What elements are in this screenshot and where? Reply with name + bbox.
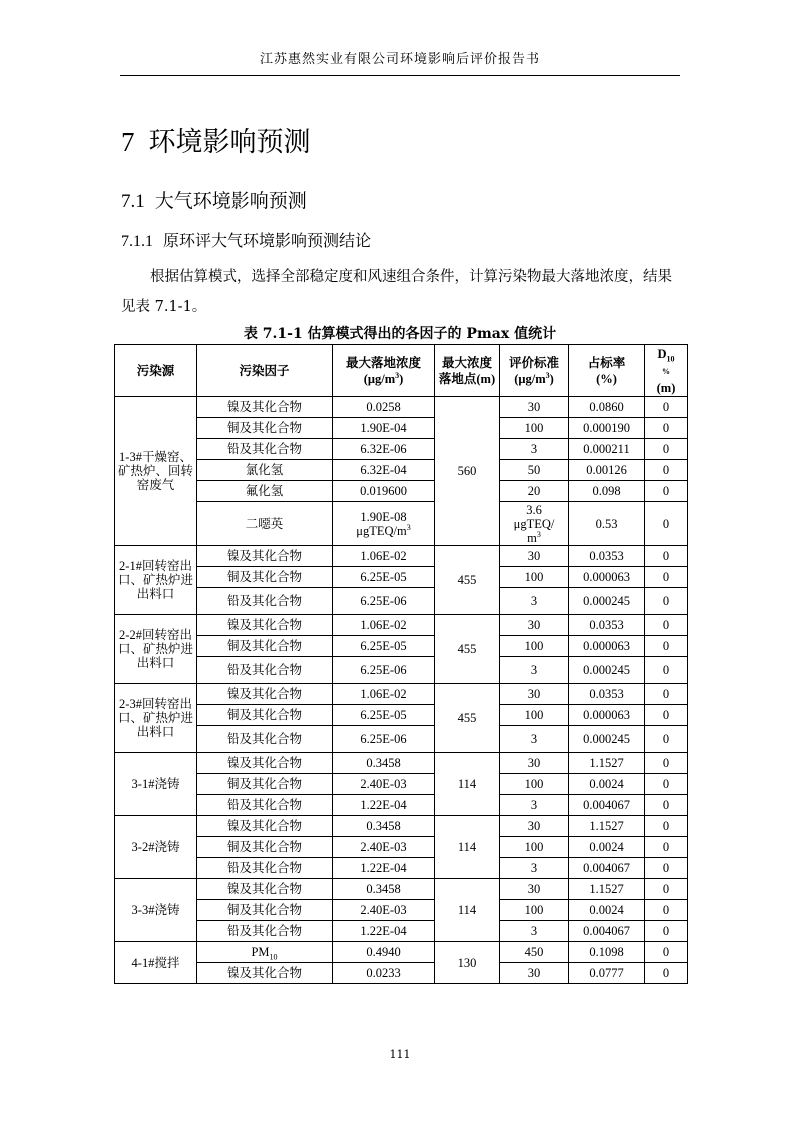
standard-cell: 100 — [500, 837, 569, 858]
ratio-cell: 0.000245 — [569, 726, 645, 753]
factor-cell: 铜及其化合物 — [197, 567, 333, 588]
standard-cell: 30 — [500, 816, 569, 837]
chapter-title: 环境影响预测 — [148, 127, 311, 158]
factor-cell: 铜及其化合物 — [197, 900, 333, 921]
ratio-cell: 1.1527 — [569, 879, 645, 900]
d10-cell: 0 — [645, 795, 688, 816]
concentration-cell: 0.0233 — [333, 963, 435, 984]
table-row — [115, 418, 688, 439]
factor-cell: 氟化氢 — [197, 481, 333, 502]
concentration-cell: 6.25E-06 — [333, 726, 435, 753]
source-cell: 4-1#搅拌 — [115, 942, 197, 984]
concentration-cell: 0.4940 — [333, 942, 435, 963]
concentration-cell: 2.40E-03 — [333, 900, 435, 921]
factor-cell: 铅及其化合物 — [197, 726, 333, 753]
table-row — [115, 481, 688, 502]
table-row — [115, 858, 688, 879]
d10-cell: 0 — [645, 567, 688, 588]
d10-cell: 0 — [645, 397, 688, 418]
section-heading — [121, 186, 307, 213]
table-row — [115, 837, 688, 858]
concentration-cell: 1.22E-04 — [333, 858, 435, 879]
concentration-cell: 6.25E-05 — [333, 567, 435, 588]
d10-cell: 0 — [645, 900, 688, 921]
factor-cell: 氯化氢 — [197, 460, 333, 481]
factor-cell: 镍及其化合物 — [197, 753, 333, 774]
table-row — [115, 963, 688, 984]
section-number: 7.1 — [121, 191, 145, 212]
header-factor: 污染因子 — [197, 345, 333, 397]
header-max-distance: 最大浓度落地点(m) — [435, 345, 500, 397]
ratio-cell: 0.000063 — [569, 705, 645, 726]
factor-cell: $PM_{10}$ — [197, 942, 333, 963]
table-row — [115, 567, 688, 588]
concentration-cell: 1.90E-04 — [333, 418, 435, 439]
source-cell: 3-1#浇铸 — [115, 753, 197, 816]
concentration-cell: 0.3458 — [333, 753, 435, 774]
concentration-cell: 2.40E-03 — [333, 837, 435, 858]
source-cell: 2-1#回转窑出口、矿热炉进出料口 — [115, 546, 197, 615]
ratio-cell: 0.004067 — [569, 795, 645, 816]
pmax-table — [114, 344, 688, 984]
table-row — [115, 460, 688, 481]
factor-cell: 铅及其化合物 — [197, 588, 333, 615]
factor-cell: 铜及其化合物 — [197, 837, 333, 858]
table-row — [115, 879, 688, 900]
concentration-cell: 6.25E-06 — [333, 657, 435, 684]
ratio-cell: 0.0024 — [569, 837, 645, 858]
concentration-cell: 1.06E-02 — [333, 615, 435, 636]
ratio-cell: 0.004067 — [569, 921, 645, 942]
table-row — [115, 774, 688, 795]
factor-cell: 镍及其化合物 — [197, 684, 333, 705]
table-row — [115, 588, 688, 615]
table-row — [115, 546, 688, 567]
concentration-cell: 6.25E-05 — [333, 705, 435, 726]
standard-cell: 3.6 μgTEQ/ $m^3$ — [500, 502, 569, 546]
ratio-cell: 0.0024 — [569, 774, 645, 795]
d10-cell: 0 — [645, 684, 688, 705]
d10-cell: 0 — [645, 588, 688, 615]
factor-cell: 铜及其化合物 — [197, 418, 333, 439]
factor-cell: 二噁英 — [197, 502, 333, 546]
standard-cell: 20 — [500, 481, 569, 502]
d10-cell: 0 — [645, 502, 688, 546]
concentration-cell: 1.22E-04 — [333, 795, 435, 816]
distance-cell: 560 — [435, 397, 500, 546]
d10-cell: 0 — [645, 774, 688, 795]
standard-cell: 30 — [500, 397, 569, 418]
ratio-cell: 0.0777 — [569, 963, 645, 984]
section-title: 大气环境影响预测 — [154, 190, 307, 212]
factor-cell: 铅及其化合物 — [197, 439, 333, 460]
factor-cell: 镍及其化合物 — [197, 879, 333, 900]
table-row — [115, 615, 688, 636]
chapter-heading — [121, 120, 311, 159]
table-row — [115, 439, 688, 460]
ratio-cell: 0.000063 — [569, 567, 645, 588]
d10-cell: 0 — [645, 753, 688, 774]
standard-cell: 450 — [500, 942, 569, 963]
factor-cell: 铜及其化合物 — [197, 774, 333, 795]
standard-cell: 3 — [500, 921, 569, 942]
ratio-cell: 1.1527 — [569, 753, 645, 774]
ratio-cell: 0.0860 — [569, 397, 645, 418]
table-row — [115, 795, 688, 816]
header-rule — [120, 75, 680, 76]
subsection-number: 7.1.1 — [121, 233, 153, 250]
standard-cell: 100 — [500, 418, 569, 439]
standard-cell: 100 — [500, 567, 569, 588]
d10-cell: 0 — [645, 705, 688, 726]
distance-cell: 455 — [435, 615, 500, 684]
table-row — [115, 397, 688, 418]
table-row — [115, 900, 688, 921]
subsection-heading — [121, 228, 371, 251]
distance-cell: 114 — [435, 879, 500, 942]
table-caption: 表 7.1-1 估算模式得出的各因子的 Pmax 值统计 — [243, 326, 557, 342]
d10-cell: 0 — [645, 615, 688, 636]
factor-cell: 铅及其化合物 — [197, 858, 333, 879]
source-cell: 3-3#浇铸 — [115, 879, 197, 942]
factor-cell: 铜及其化合物 — [197, 705, 333, 726]
table-row — [115, 684, 688, 705]
concentration-cell: 6.32E-06 — [333, 439, 435, 460]
standard-cell: 50 — [500, 460, 569, 481]
page-number: 111 — [389, 1048, 411, 1061]
factor-cell: 铜及其化合物 — [197, 636, 333, 657]
ratio-cell: 0.1098 — [569, 942, 645, 963]
distance-cell: 114 — [435, 753, 500, 816]
ratio-cell: 0.098 — [569, 481, 645, 502]
header-source: 污染源 — [115, 345, 197, 397]
standard-cell: 3 — [500, 858, 569, 879]
concentration-cell: 0.3458 — [333, 816, 435, 837]
table-row — [115, 942, 688, 963]
concentration-cell: 2.40E-03 — [333, 774, 435, 795]
table-row — [115, 657, 688, 684]
standard-cell: 3 — [500, 795, 569, 816]
running-header: 江苏惠然实业有限公司环境影响后评价报告书 — [259, 52, 540, 67]
table-header-row — [115, 345, 688, 397]
d10-cell: 0 — [645, 879, 688, 900]
d10-cell: 0 — [645, 481, 688, 502]
d10-cell: 0 — [645, 942, 688, 963]
concentration-cell: 0.3458 — [333, 879, 435, 900]
standard-cell: 100 — [500, 900, 569, 921]
standard-cell: 30 — [500, 753, 569, 774]
table-row — [115, 502, 688, 546]
factor-cell: 镍及其化合物 — [197, 615, 333, 636]
concentration-cell: 0.0258 — [333, 397, 435, 418]
standard-cell: 30 — [500, 615, 569, 636]
d10-cell: 0 — [645, 837, 688, 858]
concentration-cell: 6.25E-06 — [333, 588, 435, 615]
standard-cell: 30 — [500, 963, 569, 984]
d10-cell: 0 — [645, 439, 688, 460]
standard-cell: 30 — [500, 546, 569, 567]
table-row — [115, 816, 688, 837]
standard-cell: 3 — [500, 657, 569, 684]
standard-cell: 30 — [500, 684, 569, 705]
table-row — [115, 705, 688, 726]
factor-cell: 铅及其化合物 — [197, 657, 333, 684]
source-cell: 2-3#回转窑出口、矿热炉进出料口 — [115, 684, 197, 753]
standard-cell: 3 — [500, 726, 569, 753]
ratio-cell: 0.53 — [569, 502, 645, 546]
ratio-cell: 0.000211 — [569, 439, 645, 460]
concentration-cell: 1.90E-08 μgTEQ/$m^3$ — [333, 502, 435, 546]
d10-cell: 0 — [645, 963, 688, 984]
d10-cell: 0 — [645, 657, 688, 684]
concentration-cell: 1.06E-02 — [333, 684, 435, 705]
standard-cell: 30 — [500, 879, 569, 900]
d10-cell: 0 — [645, 546, 688, 567]
ratio-cell: 0.0024 — [569, 900, 645, 921]
ratio-cell: 0.000245 — [569, 588, 645, 615]
concentration-cell: 0.019600 — [333, 481, 435, 502]
table-row — [115, 921, 688, 942]
factor-cell: 铅及其化合物 — [197, 795, 333, 816]
header-standard: 评价标准 $(\mu g/m^3)$ — [500, 345, 569, 397]
source-cell: 1-3#干燥窑、矿热炉、回转窑废气 — [115, 397, 197, 546]
standard-cell: 3 — [500, 439, 569, 460]
ratio-cell: 0.000190 — [569, 418, 645, 439]
subsection-title: 原环评大气环境影响预测结论 — [163, 231, 372, 250]
distance-cell: 455 — [435, 546, 500, 615]
ratio-cell: 1.1527 — [569, 816, 645, 837]
ratio-cell: 0.0353 — [569, 546, 645, 567]
ratio-cell: 0.0353 — [569, 684, 645, 705]
ratio-cell: 0.0353 — [569, 615, 645, 636]
concentration-cell: 1.22E-04 — [333, 921, 435, 942]
standard-cell: 100 — [500, 705, 569, 726]
concentration-cell: 6.25E-05 — [333, 636, 435, 657]
d10-cell: 0 — [645, 726, 688, 753]
chapter-number: 7 — [121, 127, 135, 157]
standard-cell: 3 — [500, 588, 569, 615]
d10-cell: 0 — [645, 460, 688, 481]
source-cell: 2-2#回转窑出口、矿热炉进出料口 — [115, 615, 197, 684]
body-paragraph: 根据估算模式，选择全部稳定度和风速组合条件，计算污染物最大落地浓度，结果见表 7.1-1。 — [121, 269, 672, 315]
concentration-cell: 6.32E-04 — [333, 460, 435, 481]
ratio-cell: 0.000245 — [569, 657, 645, 684]
header-ratio: 占标率 (%) — [569, 345, 645, 397]
d10-cell: 0 — [645, 816, 688, 837]
d10-cell: 0 — [645, 636, 688, 657]
table-row — [115, 726, 688, 753]
factor-cell: 镍及其化合物 — [197, 397, 333, 418]
header-d10: $D_{10}$ % (m) — [645, 345, 688, 397]
table-row — [115, 753, 688, 774]
distance-cell: 130 — [435, 942, 500, 984]
standard-cell: 100 — [500, 774, 569, 795]
factor-cell: 镍及其化合物 — [197, 546, 333, 567]
factor-cell: 镍及其化合物 — [197, 816, 333, 837]
header-max-concentration: 最大落地浓度 $(\mu g/m^3)$ — [333, 345, 435, 397]
ratio-cell: 0.00126 — [569, 460, 645, 481]
distance-cell: 455 — [435, 684, 500, 753]
table-row — [115, 636, 688, 657]
d10-cell: 0 — [645, 418, 688, 439]
standard-cell: 100 — [500, 636, 569, 657]
concentration-cell: 1.06E-02 — [333, 546, 435, 567]
ratio-cell: 0.000063 — [569, 636, 645, 657]
ratio-cell: 0.004067 — [569, 858, 645, 879]
factor-cell: 铅及其化合物 — [197, 921, 333, 942]
source-cell: 3-2#浇铸 — [115, 816, 197, 879]
d10-cell: 0 — [645, 921, 688, 942]
distance-cell: 114 — [435, 816, 500, 879]
d10-cell: 0 — [645, 858, 688, 879]
factor-cell: 镍及其化合物 — [197, 963, 333, 984]
